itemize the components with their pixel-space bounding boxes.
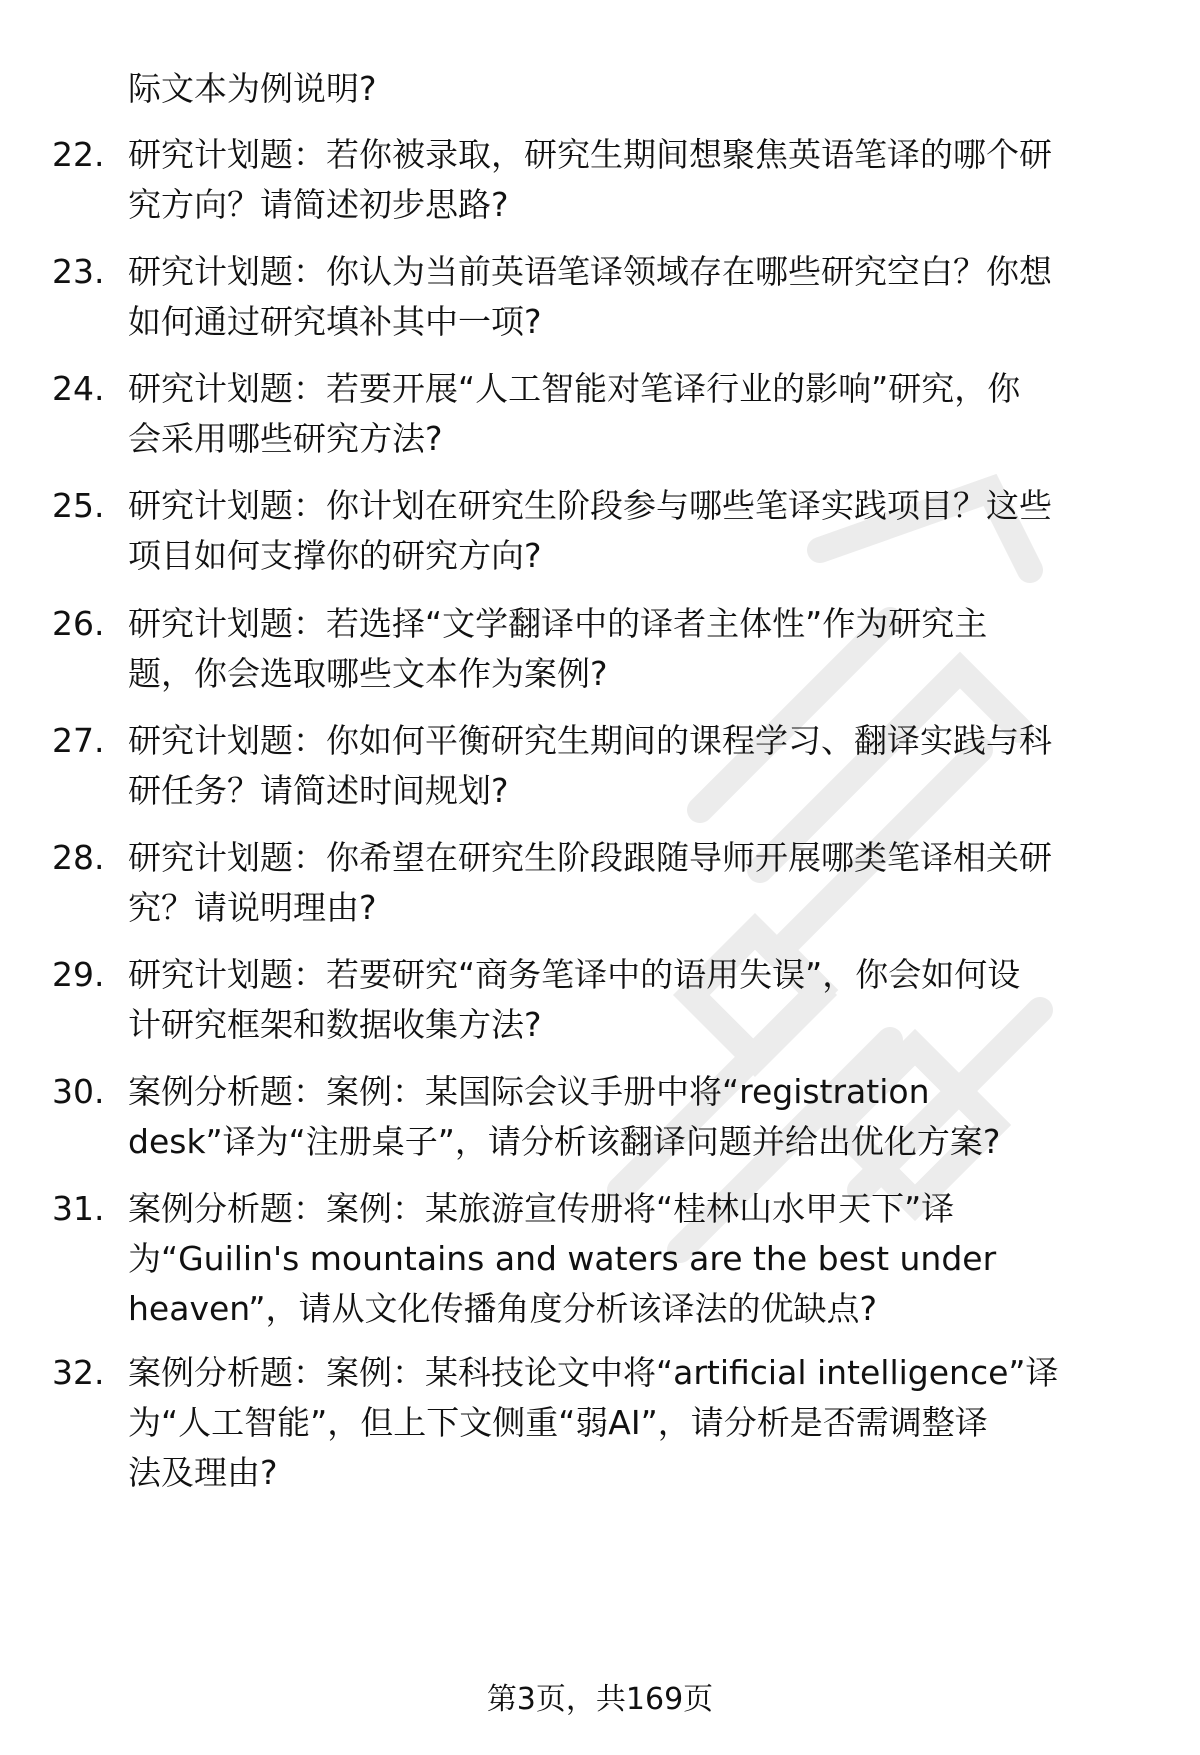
- question-line: 究？请说明理由?: [128, 888, 377, 927]
- question-line: 研究计划题：若你被录取，研究生期间想聚焦英语笔译的哪个研: [128, 135, 1052, 174]
- question-line: 研究计划题：你希望在研究生阶段跟随导师开展哪类笔译相关研: [128, 838, 1052, 877]
- question-line: heaven”，请从文化传播角度分析该译法的优缺点?: [128, 1289, 877, 1328]
- question-number: 30.: [52, 1072, 105, 1111]
- question-line: 题，你会选取哪些文本作为案例?: [128, 654, 608, 693]
- question-line: 研究计划题：你如何平衡研究生期间的课程学习、翻译实践与科: [128, 721, 1052, 760]
- question-text: [128, 716, 1200, 816]
- question-number: 28.: [52, 838, 105, 877]
- question-line: 为“Guilin's mountains and waters are the best under: [128, 1239, 997, 1278]
- question-line: 研究计划题：你计划在研究生阶段参与哪些笔译实践项目？这些: [128, 486, 1052, 525]
- question-number: 29.: [52, 955, 105, 994]
- question-number: 22.: [52, 135, 105, 174]
- question-line: 研究计划题：你认为当前英语笔译领域存在哪些研究空白？你想: [128, 252, 1052, 291]
- question-line: 究方向？请简述初步思路?: [128, 185, 509, 224]
- question-line: 案例分析题：案例：某国际会议手册中将“registration: [128, 1072, 930, 1111]
- question-number: 24.: [52, 369, 105, 408]
- question-number: 25.: [52, 486, 105, 525]
- question-text: [128, 130, 1200, 230]
- question-line: 研究计划题：若要研究“商务笔译中的语用失误”，你会如何设: [128, 955, 1021, 994]
- question-line: 案例分析题：案例：某旅游宣传册将“桂林山水甲天下”译: [128, 1189, 955, 1228]
- question-line: 项目如何支撑你的研究方向?: [128, 536, 542, 575]
- question-line: 研究计划题：若要开展“人工智能对笔译行业的影响”研究，你: [128, 369, 1021, 408]
- question-text: [128, 481, 1200, 581]
- question-text: [128, 247, 1200, 347]
- question-text: [128, 1184, 1200, 1334]
- question-line: 为“人工智能”，但上下文侧重“弱AI”，请分析是否需调整译: [128, 1403, 988, 1442]
- page-footer: 第3页，共169页: [486, 1682, 714, 1717]
- question-text: [128, 364, 1200, 464]
- question-number: 27.: [52, 721, 105, 760]
- question-line: 研任务？请简述时间规划?: [128, 771, 509, 810]
- continuation-text: 际文本为例说明?: [128, 69, 377, 108]
- question-number: 31.: [52, 1189, 105, 1228]
- question-text: [128, 1067, 1200, 1167]
- question-line: 如何通过研究填补其中一项?: [128, 302, 542, 341]
- question-text: [128, 950, 1200, 1050]
- question-number: 26.: [52, 604, 105, 643]
- question-line: 计研究框架和数据收集方法?: [128, 1005, 542, 1044]
- question-number: 23.: [52, 252, 105, 291]
- question-line: 法及理由?: [128, 1453, 278, 1492]
- question-line: 研究计划题：若选择“文学翻译中的译者主体性”作为研究主: [128, 604, 988, 643]
- question-line: 会采用哪些研究方法?: [128, 419, 443, 458]
- question-text: [128, 1348, 1200, 1498]
- question-text: [128, 599, 1200, 699]
- question-number: 32.: [52, 1353, 105, 1392]
- question-text: [128, 833, 1200, 933]
- question-line: desk”译为“注册桌子”，请分析该翻译问题并给出优化方案?: [128, 1122, 1001, 1161]
- question-line: 案例分析题：案例：某科技论文中将“artificial intelligence”译: [128, 1353, 1059, 1392]
